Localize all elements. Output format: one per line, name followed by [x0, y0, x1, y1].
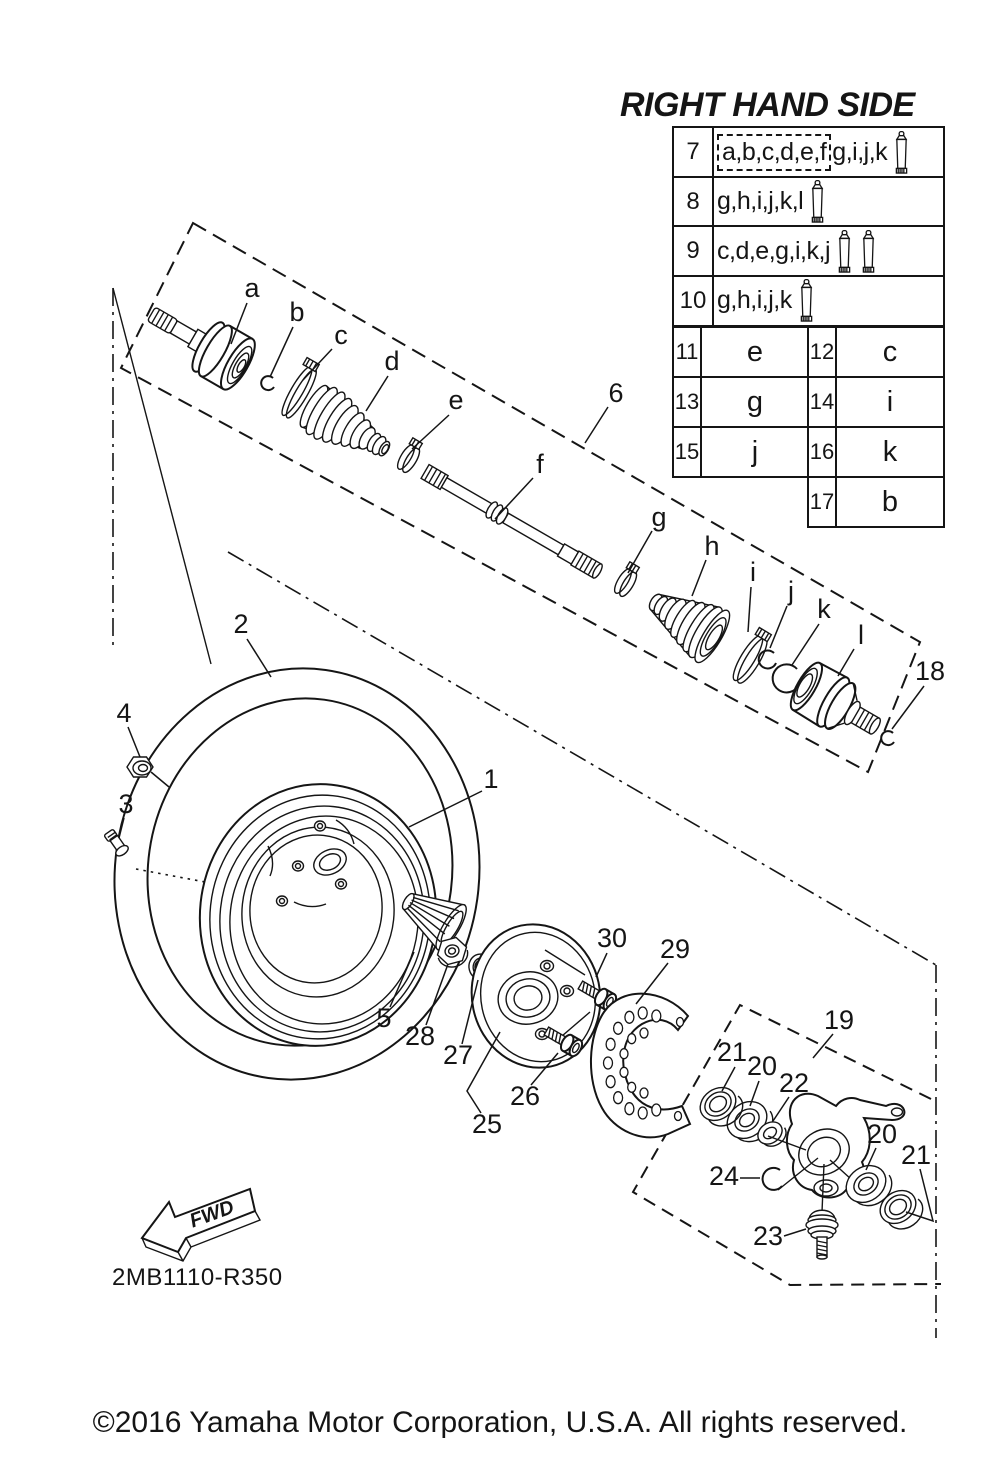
guard-hole	[620, 1049, 628, 1059]
part-letter: e	[746, 335, 764, 368]
callout-18: 18	[914, 656, 946, 687]
ref-number: 10	[674, 277, 714, 325]
callout-d: d	[384, 346, 400, 377]
callout-19: 19	[823, 1005, 855, 1036]
ref-number: 14	[809, 378, 837, 426]
guard-hole	[606, 1076, 615, 1088]
leader-21a	[722, 1067, 735, 1091]
guard-hole	[652, 1010, 661, 1022]
guard-hole	[625, 1011, 634, 1023]
callout-20b: 20	[866, 1119, 898, 1150]
ref-number: 13	[674, 378, 702, 426]
ref-number: 12	[809, 328, 837, 376]
callout-25: 25	[471, 1109, 503, 1140]
guard-hole	[606, 1038, 615, 1050]
guard-hole	[614, 1022, 623, 1034]
boot-band-inner	[729, 627, 775, 687]
callout-3: 3	[118, 789, 134, 820]
callout-4: 4	[116, 698, 132, 729]
callout-27: 27	[442, 1040, 474, 1071]
copyright-text: ©2016 Yamaha Motor Corporation, U.S.A. All rights reserved.	[92, 1406, 908, 1439]
guard-hole	[638, 1007, 647, 1019]
part-letter: k	[882, 435, 898, 468]
boxed-item-letters: a,b,c,d,e,f	[717, 134, 831, 171]
guard-hole	[625, 1103, 634, 1115]
callout-i: i	[750, 557, 756, 588]
clamp-inner-small	[612, 561, 643, 598]
axle-shaft	[421, 464, 605, 581]
leader-18	[892, 686, 924, 729]
guard-hole	[628, 1034, 636, 1044]
callout-24: 24	[708, 1161, 740, 1192]
guard-hole	[640, 1028, 648, 1038]
callout-6: 6	[608, 378, 624, 409]
leader-a	[231, 303, 247, 344]
ref-number: 15	[674, 428, 702, 476]
leader-h	[692, 560, 706, 596]
callout-29: 29	[659, 934, 691, 965]
ball-joint	[806, 1210, 838, 1259]
part-letter: b	[881, 485, 899, 518]
guard-hole	[638, 1107, 647, 1119]
leader-l	[838, 649, 854, 676]
brake-disc-guard	[591, 994, 690, 1138]
leader-i	[748, 587, 751, 632]
circlip-24	[763, 1168, 782, 1190]
leader-23	[784, 1229, 806, 1236]
callout-23: 23	[752, 1221, 784, 1252]
boot-inner	[636, 574, 735, 667]
callout-21b: 21	[900, 1140, 932, 1171]
leader-g	[628, 531, 652, 573]
callout-j: j	[788, 576, 794, 607]
callout-b: b	[289, 297, 305, 328]
item-letters: g,h,i,j,k	[717, 286, 792, 314]
guard-hole	[614, 1092, 623, 1104]
boot-outer	[294, 380, 402, 474]
page-title: RIGHT HAND SIDE	[620, 86, 915, 124]
leader-k	[792, 624, 819, 665]
leader-19	[813, 1034, 833, 1058]
item-letters: g,h,i,j,k,l	[717, 187, 804, 215]
callout-20a: 20	[746, 1051, 778, 1082]
callout-21a: 21	[716, 1037, 748, 1068]
steering-knuckle	[768, 1094, 904, 1212]
callout-28: 28	[404, 1021, 436, 1052]
leader-b	[270, 327, 293, 377]
guard-hole	[628, 1082, 636, 1092]
leader-4	[128, 727, 140, 757]
callout-f: f	[536, 449, 544, 480]
ref-number: 8	[674, 178, 714, 226]
guard-hole	[620, 1067, 628, 1077]
callout-c: c	[334, 320, 348, 351]
part-letter: i	[886, 385, 894, 418]
leader-22	[773, 1097, 789, 1121]
callout-2: 2	[233, 609, 249, 640]
callout-k: k	[817, 594, 831, 625]
callout-e: e	[448, 385, 464, 416]
leader-f	[495, 478, 533, 519]
item-letters: c,d,e,g,i,k,j	[717, 236, 830, 265]
ref-number: 16	[809, 428, 837, 476]
part-letter: c	[882, 335, 898, 368]
wheel-nut	[127, 757, 153, 777]
leader-6	[585, 407, 608, 443]
callout-26: 26	[509, 1081, 541, 1112]
clip-18	[881, 731, 894, 745]
stopper-ring-b	[261, 376, 274, 390]
guard-hole	[604, 1057, 613, 1069]
part-letter: j	[751, 435, 759, 468]
callout-5: 5	[376, 1003, 392, 1034]
ref-number: 7	[674, 128, 714, 176]
guard-hole	[652, 1104, 661, 1116]
fwd-arrow	[142, 1189, 260, 1261]
ref-number: 9	[674, 227, 714, 275]
leader-j	[770, 606, 787, 648]
drawing-number: 2MB1110-R350	[112, 1264, 283, 1291]
callout-a: a	[244, 273, 260, 304]
callout-l: l	[858, 620, 864, 651]
part-letter: g	[746, 385, 764, 418]
leader-2	[247, 639, 271, 677]
leader-e	[412, 415, 449, 449]
callout-22: 22	[778, 1068, 810, 1099]
guard-hole	[640, 1088, 648, 1098]
ref-number: 11	[674, 328, 702, 376]
leader-30	[596, 953, 607, 977]
callout-30: 30	[596, 923, 628, 954]
ref-number: 17	[809, 478, 837, 526]
item-letters: g,i,j,k	[832, 137, 888, 166]
callout-h: h	[704, 531, 720, 562]
cv-joint-inner	[785, 658, 892, 752]
callout-g: g	[651, 502, 667, 533]
cv-joint-outer	[137, 289, 261, 394]
callout-1: 1	[483, 764, 499, 795]
fwd-label: FWD	[186, 1196, 238, 1233]
clamp-outer-small	[395, 437, 426, 474]
leader-d	[366, 376, 388, 411]
